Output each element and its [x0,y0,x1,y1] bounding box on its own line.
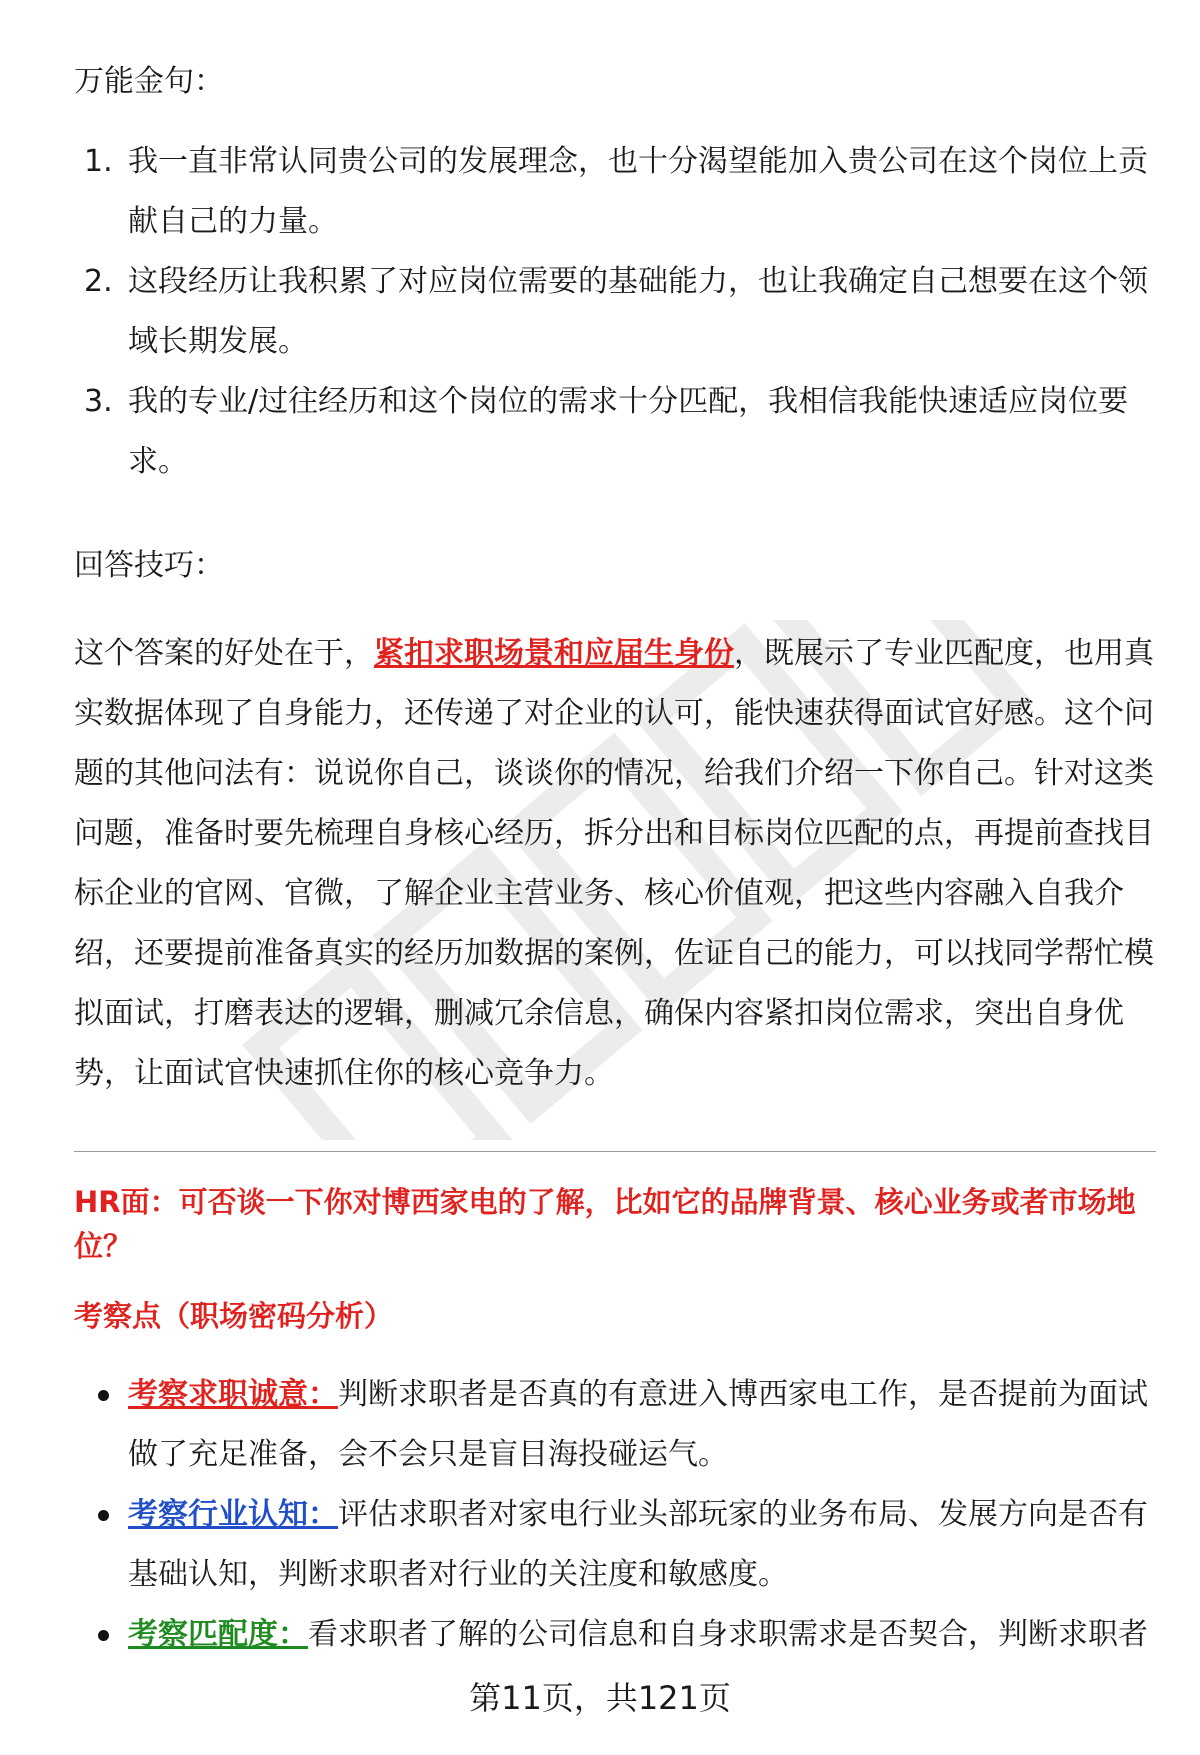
section-label-sentences: 万能金句： [74,64,224,99]
list-number: 3. [84,384,113,419]
sentence-list [74,132,1154,492]
point-text: 判断求职者是否真的有意进入博西家电工作，是否提前为面试做了充足准备，会不会只是盲目海投碰运气。 [128,1377,1148,1472]
page-number: 第11页，共121页 [469,1679,731,1717]
list-text: 这段经历让我积累了对应岗位需要的基础能力，也让我确定自己想要在这个领域长期发展。 [128,264,1148,359]
tips-text-post: ，既展示了专业匹配度，也用真实数据体现了自身能力，还传递了对企业的认可，能快速获得面试官好感。这个问题的其他问法有：说说你自己，谈谈你的情况，给我们介绍一下你自己。针对这类问题，准备时要先梳理自身核心经历，拆分出和目标岗位匹配的点，再提前查找目标企业的官网、官微，了解企业主营业务、核心价值观，把这些内容融入自我介绍，还要提前准备真实的经历加数据的案例，佐证自己的能力，可以找同学帮忙模拟面试，打磨表达的逻辑，删减冗余信息，确保内容紧扣岗位需求，突出自身优势，让面试官快速抓住你的核心竞争力。 [74,636,1154,1091]
tips-paragraph [74,624,1154,1104]
points-title: 考察点（职场密码分析） [74,1299,394,1333]
section-divider [74,1151,1156,1152]
point-keyword: 考察匹配度： [128,1617,308,1652]
list-number: 1. [84,144,113,179]
points-list [74,1365,1154,1665]
list-item [74,252,1154,372]
list-item [74,372,1154,492]
section-label-tips: 回答技巧： [74,548,224,583]
list-number: 2. [84,264,113,299]
list-text: 我的专业/过往经历和这个岗位的需求十分匹配，我相信我能快速适应岗位要求。 [128,384,1129,479]
list-text: 我一直非常认同贵公司的发展理念，也十分渴望能加入贵公司在这个岗位上贡献自己的力量。 [128,144,1148,239]
bullet-icon [98,1390,109,1401]
bullet-icon [98,1630,109,1641]
tips-text-pre: 这个答案的好处在于， [74,636,374,671]
point-text: 评估求职者对家电行业头部玩家的业务布局、发展方向是否有基础认知，判断求职者对行业的关注度和敏感度。 [128,1497,1148,1592]
list-item [74,132,1154,252]
point-keyword: 考察行业认知： [128,1497,338,1532]
list-item [74,1365,1154,1485]
bullet-icon [98,1510,109,1521]
list-item [74,1605,1154,1665]
point-keyword: 考察求职诚意： [128,1377,338,1412]
point-text: 看求职者了解的公司信息和自身求职需求是否契合，判断求职者 [308,1617,1148,1652]
list-item [74,1485,1154,1605]
tips-highlight: 紧扣求职场景和应届生身份 [374,636,734,671]
question-title: HR面：可否谈一下你对博西家电的了解，比如它的品牌背景、核心业务或者市场地位？ [74,1185,1136,1263]
